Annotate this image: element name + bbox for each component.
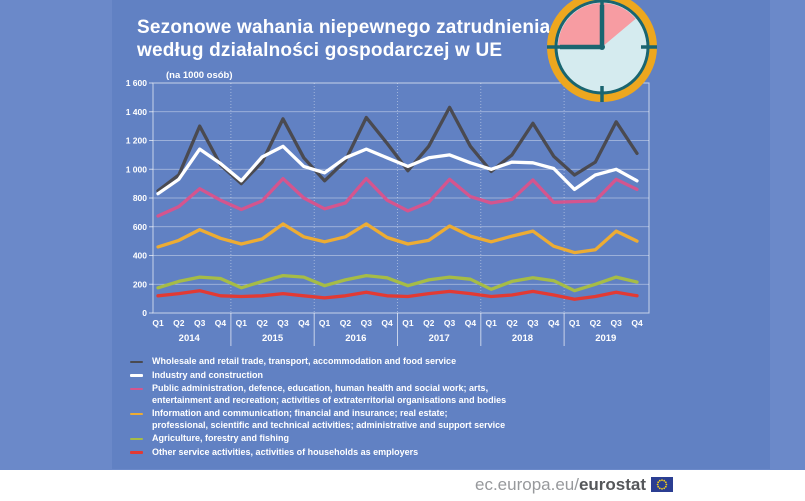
svg-text:Q4: Q4 xyxy=(464,318,477,328)
legend-item xyxy=(130,370,506,382)
legend-item xyxy=(130,447,506,459)
svg-text:Q4: Q4 xyxy=(381,318,393,328)
footer-url-eurostat: eurostat xyxy=(578,475,647,494)
svg-text:1 200: 1 200 xyxy=(125,135,147,146)
svg-text:2019: 2019 xyxy=(595,333,617,344)
svg-text:Q3: Q3 xyxy=(610,318,622,328)
svg-text:Q2: Q2 xyxy=(339,318,352,328)
card xyxy=(112,0,770,469)
svg-text:Q3: Q3 xyxy=(277,318,289,328)
svg-text:Q1: Q1 xyxy=(152,318,164,328)
svg-text:600: 600 xyxy=(132,221,147,232)
footer-url xyxy=(475,470,673,500)
svg-text:2014: 2014 xyxy=(178,333,200,344)
legend-dash-icon xyxy=(130,438,143,441)
svg-text:1 000: 1 000 xyxy=(125,164,147,175)
page-title xyxy=(137,16,550,62)
legend-dash-icon xyxy=(130,451,143,454)
svg-text:Q1: Q1 xyxy=(318,318,331,328)
svg-text:Q1: Q1 xyxy=(568,318,581,328)
footer-url-prefix: ec.europa.eu/ xyxy=(475,475,579,494)
svg-text:2015: 2015 xyxy=(261,333,284,344)
page-title-line2: według działalności gospodarczej w UE xyxy=(137,40,503,61)
svg-text:1 400: 1 400 xyxy=(125,106,147,117)
svg-text:Q3: Q3 xyxy=(193,318,206,328)
svg-text:Q1: Q1 xyxy=(402,318,414,328)
svg-text:Q3: Q3 xyxy=(527,318,539,328)
legend-label: Agriculture, forestry and fishing xyxy=(152,433,290,443)
legend-item xyxy=(130,408,506,431)
chart-legend xyxy=(130,356,506,460)
legend-dash-icon xyxy=(130,374,143,377)
svg-text:Q2: Q2 xyxy=(256,318,268,328)
svg-text:800: 800 xyxy=(132,193,147,203)
svg-text:400: 400 xyxy=(132,250,147,261)
legend-label: Industry and construction xyxy=(152,369,264,380)
svg-text:Q4: Q4 xyxy=(548,318,560,328)
svg-text:Q2: Q2 xyxy=(423,318,435,328)
legend-item xyxy=(130,356,506,368)
eu-flag-icon xyxy=(651,477,673,492)
svg-text:2017: 2017 xyxy=(428,333,450,344)
svg-text:Q1: Q1 xyxy=(485,318,497,328)
legend-dash-icon xyxy=(130,413,143,416)
svg-text:200: 200 xyxy=(132,279,147,290)
legend-item xyxy=(130,433,506,445)
svg-text:Q2: Q2 xyxy=(589,318,602,328)
svg-text:Q1: Q1 xyxy=(235,318,247,328)
legend-label: Information and communication; financial and insurance; real estate; professional, scientific and technical activities; administrative and support service xyxy=(152,408,506,430)
svg-text:Q3: Q3 xyxy=(360,318,372,328)
svg-text:Q2: Q2 xyxy=(173,318,185,328)
svg-text:2018: 2018 xyxy=(511,333,534,344)
clock-icon xyxy=(545,0,659,104)
svg-text:Q4: Q4 xyxy=(214,318,227,328)
svg-text:Q4: Q4 xyxy=(631,318,643,328)
svg-text:1 600: 1 600 xyxy=(125,78,147,88)
line-chart xyxy=(125,78,670,353)
footer xyxy=(0,470,805,501)
chart-units-label: (na 1000 osób) xyxy=(166,70,233,81)
svg-text:2016: 2016 xyxy=(345,333,367,344)
legend-label: Public administration, defence, education, human health and social work; arts, entertainment and recreation; activities of extraterritorial organisations and bodies xyxy=(152,383,507,405)
legend-dash-icon xyxy=(130,388,143,391)
svg-text:Q4: Q4 xyxy=(298,318,310,328)
svg-text:0: 0 xyxy=(142,308,147,318)
page-title-line1: Sezonowe wahania niepewnego zatrudnienia xyxy=(137,17,551,38)
svg-text:Q3: Q3 xyxy=(443,318,456,328)
legend-dash-icon xyxy=(130,361,143,364)
svg-text:Q2: Q2 xyxy=(506,318,518,328)
legend-item xyxy=(130,383,506,406)
legend-label: Other service activities, activities of households as employers xyxy=(152,446,419,457)
legend-label: Wholesale and retail trade, transport, accommodation and food service xyxy=(152,356,457,366)
